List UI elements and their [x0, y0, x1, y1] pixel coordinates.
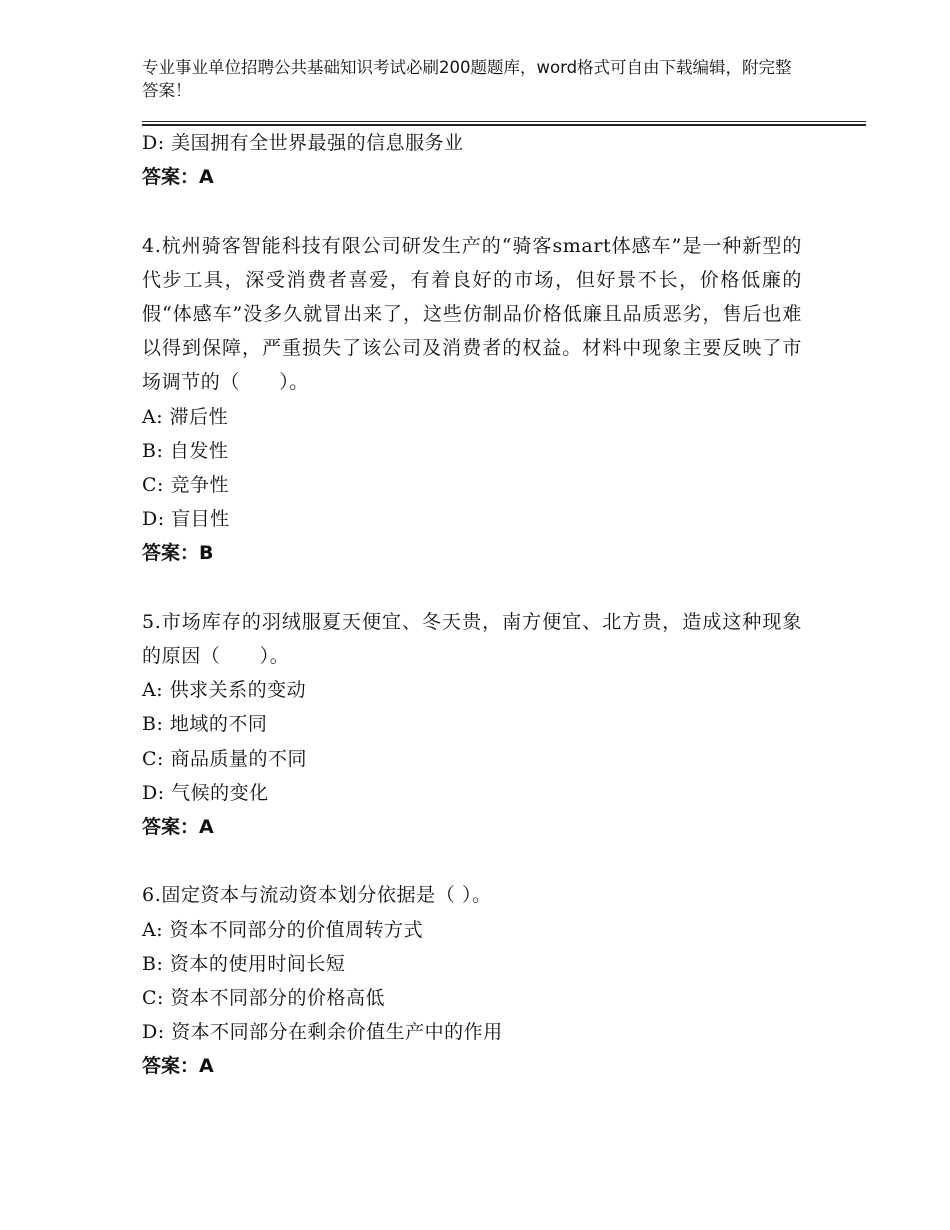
option-b: B: 地域的不同	[142, 713, 268, 736]
answer: 答案：B	[142, 542, 214, 565]
option-c: C: 商品质量的不同	[142, 747, 307, 770]
option-d: D: 气候的变化	[142, 781, 269, 804]
option-d: D: 美国拥有全世界最强的信息服务业	[142, 132, 464, 154]
option-c: C: 资本不同部分的价格高低	[142, 987, 385, 1010]
question-text: 6.固定资本与流动资本划分依据是（ ）。	[142, 884, 492, 907]
option-d: D: 盲目性	[142, 508, 230, 531]
question-text: 4.杭州骑客智能科技有限公司研发生产的“骑客smart体感车”是一种新型的代步工具，深受消费者喜爱，有着良好的市场，但好景不长，价格低廉的假“体感车”没多久就冒出来了，这些仿制品价格低廉且品质恶劣，售后也难以得到保障，严重损失了该公司及消费者的权益。材料中现象主要反映了市场调节的（ ）。	[142, 234, 802, 394]
answer: 答案：A	[142, 166, 214, 189]
question-text: 5.市场库存的羽绒服夏天便宜、冬天贵，南方便宜、北方贵，造成这种现象的原因（ ）。	[142, 610, 802, 668]
option-b: B: 资本的使用时间长短	[142, 952, 346, 975]
header-rule-thin	[142, 121, 866, 122]
option-a: A: 滞后性	[142, 405, 229, 428]
spacer	[142, 194, 802, 228]
answer: 答案：A	[142, 816, 214, 839]
option-d: D: 资本不同部分在剩余价值生产中的作用	[142, 1021, 503, 1044]
question-list	[142, 126, 802, 1084]
question-5	[142, 605, 802, 844]
option-b: B: 自发性	[142, 439, 229, 462]
spacer	[142, 571, 802, 605]
spacer	[142, 844, 802, 878]
option-a: A: 资本不同部分的价值周转方式	[142, 918, 424, 941]
question-6	[142, 878, 802, 1083]
option-a: A: 供求关系的变动	[142, 679, 307, 702]
question-4	[142, 229, 802, 571]
page-header	[142, 56, 802, 102]
header-text: 专业事业单位招聘公共基础知识考试必刷200题题库，word格式可自由下载编辑，附完整答案！	[142, 58, 792, 100]
option-c: C: 竞争性	[142, 474, 229, 497]
answer: 答案：A	[142, 1055, 214, 1078]
